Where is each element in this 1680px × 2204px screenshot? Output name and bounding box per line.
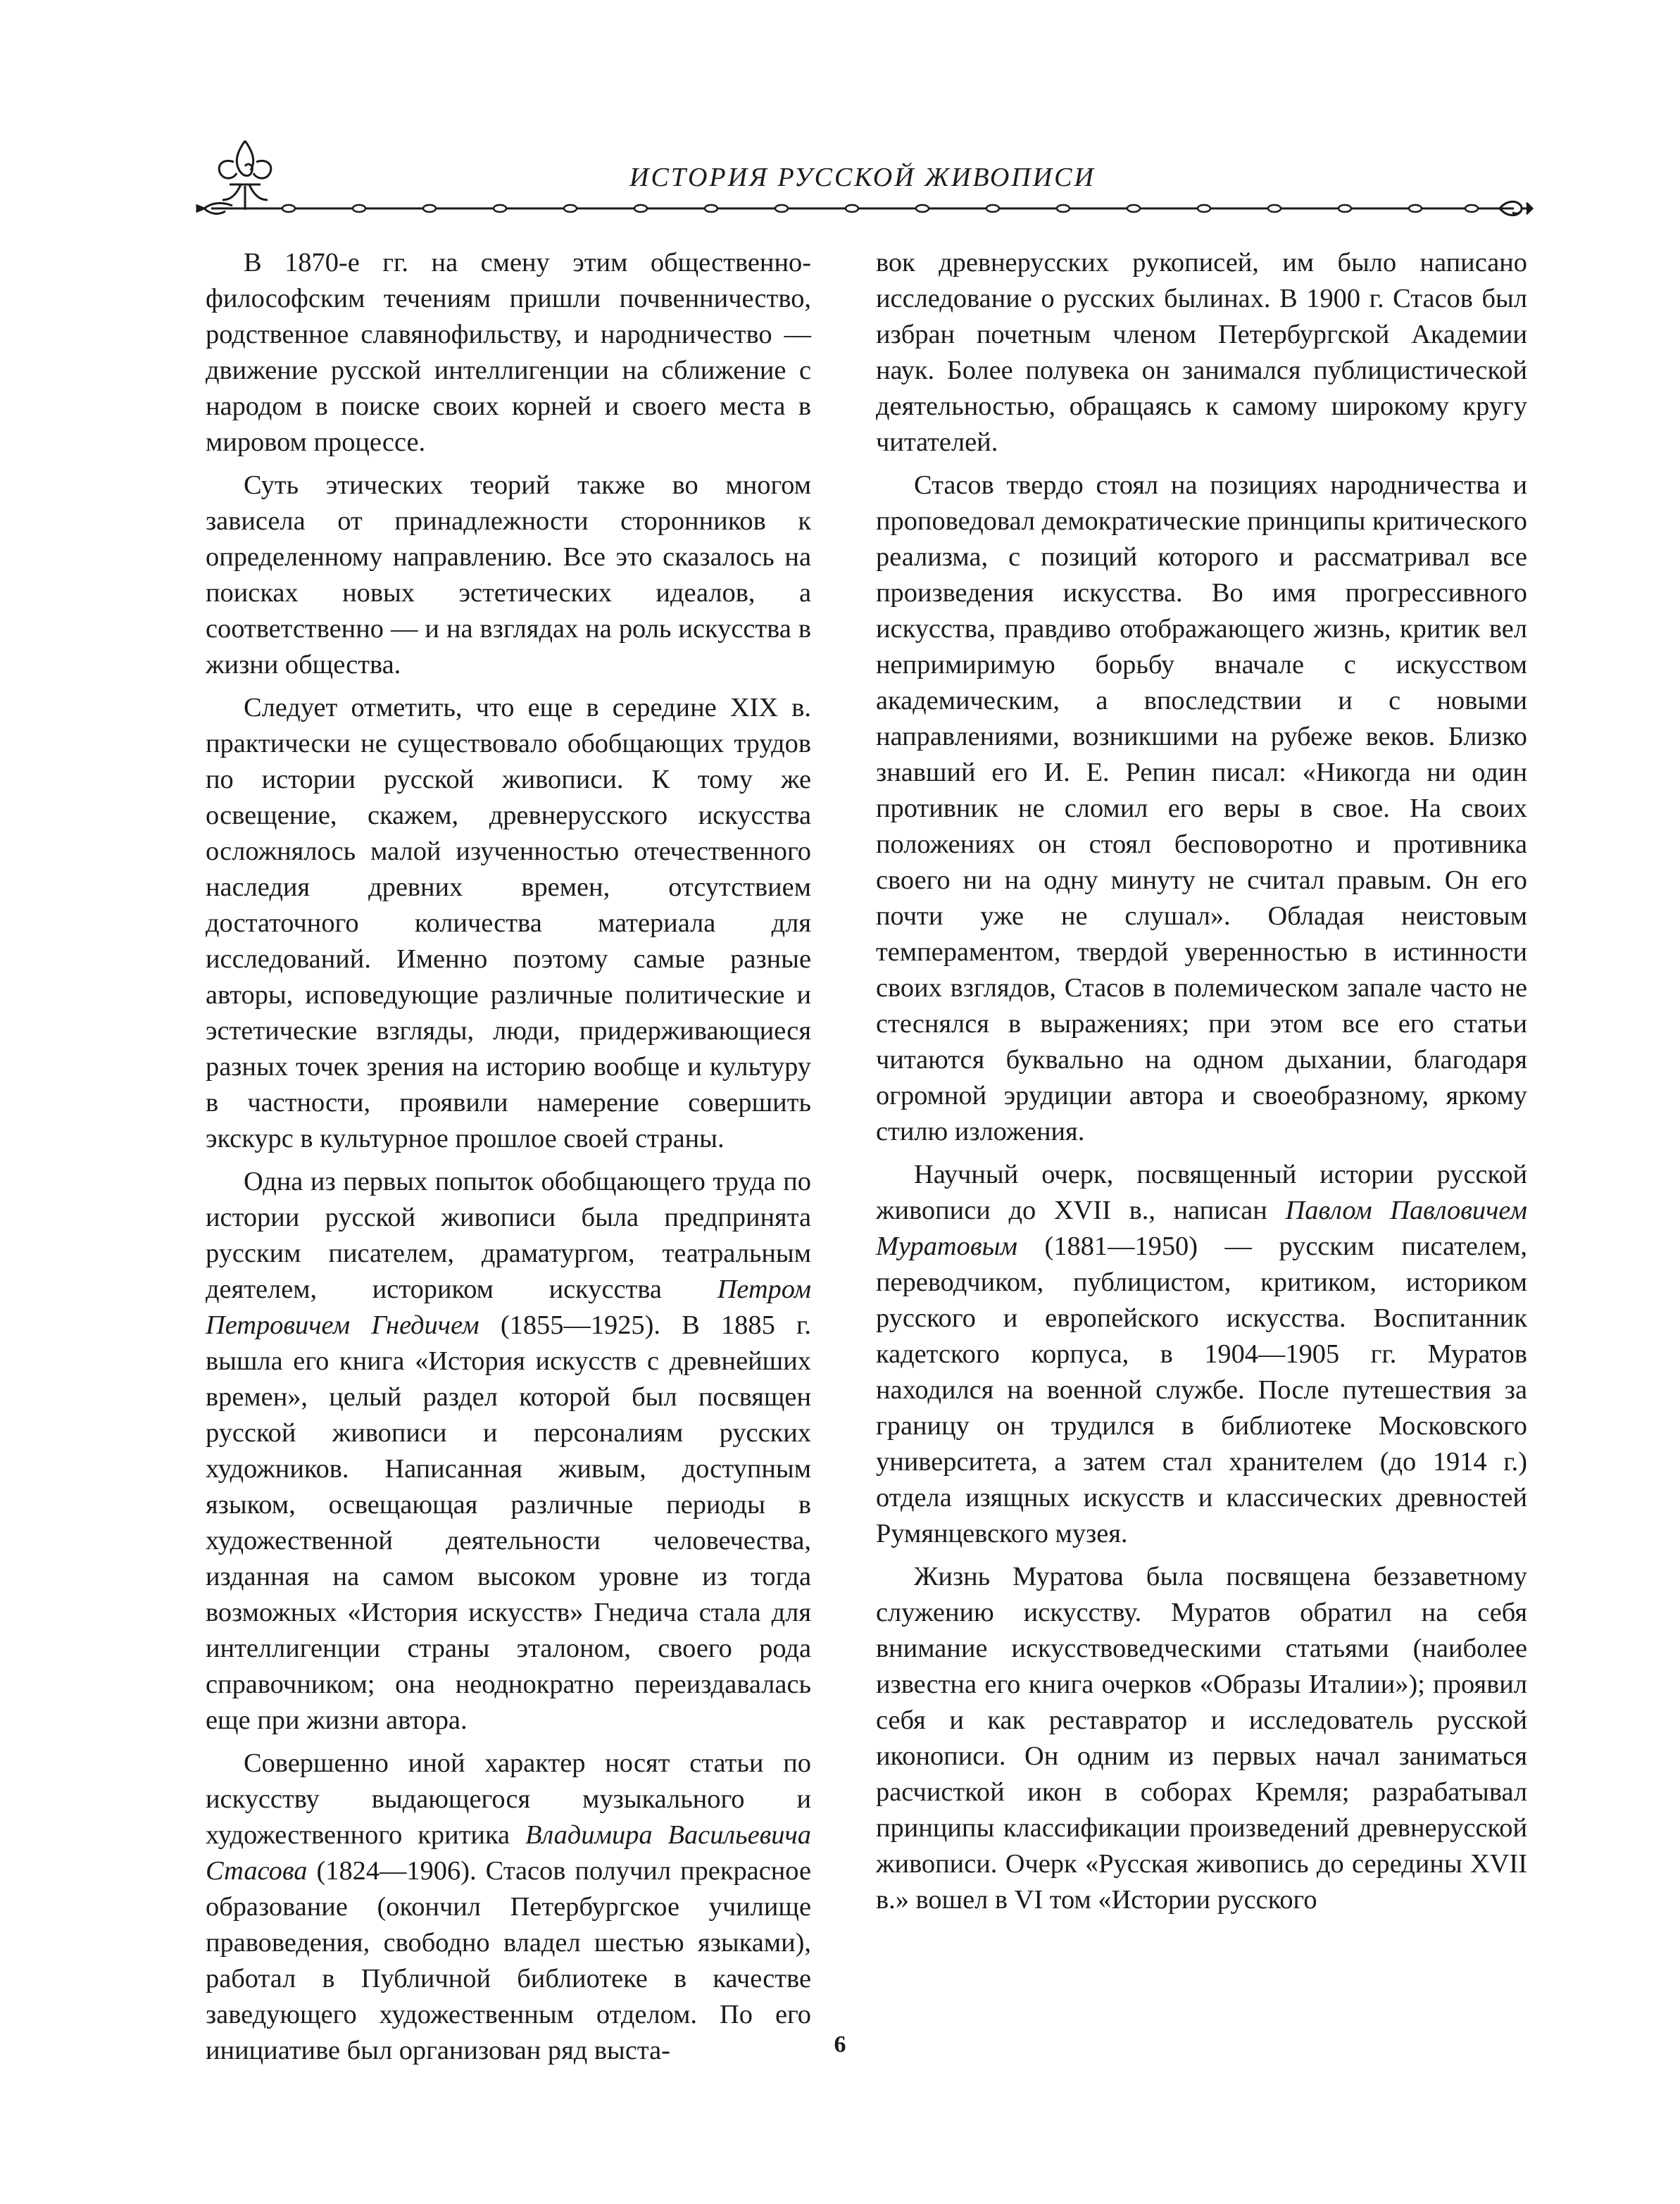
paragraph bbox=[876, 468, 1527, 1150]
text-run: Жизнь Муратова была посвящена беззаветному служению искусству. Муратов обратил на себя внимание искусствоведческими статьями (наиболее известна его книга очерков «Образы Италии»); проявил себя и как реставратор и исследователь русской иконописи. Он одним из первых начал заниматься расчисткой икон в соборах Кремля; разрабатывал принципы классификации произведений древнерусской живописи. Очерк «Русская живопись до середины XVII в.» вошел в VI том «Истории русского bbox=[876, 1562, 1527, 1915]
page-number: 6 bbox=[834, 2031, 846, 2058]
paragraph bbox=[206, 690, 811, 1157]
paragraph bbox=[876, 1157, 1527, 1552]
italic-name: Владимира Васильевича Стасова bbox=[206, 1820, 812, 1886]
text-run: Стасов твердо стоял на позициях народничества и проповедовал демократические принципы критического реализма, с позиций которого и рассматривал все произведения искусства. Во имя прогрессивного искусства, правдиво отображающего жизнь, критик вел непримиримую борьбу вначале с искусством академическим, а впоследствии и с новыми направлениями, возникшими на рубеже веков. Близко знавший его И. Е. Репин писал: «Никогда ни один противник не сломил его веры в свое. На своих положениях он стоял бесповоротно и противника своего ни на одну минуту не считал правым. Он его почти уже не слушал». Обладая неистовым темпераментом, твердой уверенностью в истинности своих взглядов, Стасов в полемическом запале часто не стеснялся в выражениях; при этом все его статьи читаются буквально на одном дыхании, благодаря огромной эрудиции автора и своеобразному, яркому стилю изложения. bbox=[876, 470, 1527, 1146]
text-run: (1881—1950) — русским писателем, переводчиком, публицистом, критиком, историком русского и европейского искусства. Воспитанник кадетского корпуса, в 1904—1905 гг. Муратов находился на военной службе. После путешествия за границу он трудился в библиотеке Московского университета, а затем стал хранителем (до 1914 г.) отдела изящных искусств и классических древностей Румянцевского музея. bbox=[876, 1232, 1527, 1548]
text-run: вок древнерусских рукописей, им было написано исследование о русских былинах. В 1900 г. Стасов был избран почетным членом Петербургской Академии наук. Более полувека он занимался публицистической деятельностью, обращаясь к самому широкому кругу читателей. bbox=[876, 248, 1527, 457]
left-column bbox=[206, 245, 811, 2069]
text-run: Совершенно иной характер носят статьи по искусству выдающегося музыкального и художественного критика bbox=[206, 1748, 811, 1850]
text-run: Суть этических теорий также во многом зависела от принадлежности сторонников к определенному направлению. Все это сказалось на поисках новых эстетических идеалов, а соответственно — и на взглядах на роль искусства в жизни общества. bbox=[206, 470, 811, 680]
paragraph bbox=[206, 1164, 811, 1739]
italic-name: Петром Петровичем Гнедичем bbox=[206, 1275, 811, 1340]
text-run: (1824—1906). Стасов получил прекрасное образование (окончил Петербургское училище правоведения, свободно владел шестью языками), работал в Публичной библиотеке в качестве заведующего художественным отделом. По его инициативе был организован ряд выста- bbox=[206, 1856, 811, 2065]
paragraph bbox=[876, 1559, 1527, 1918]
text-run: (1855—1925). В 1885 г. вышла его книга «История искусств с древнейших времен», целый раздел которой был посвящен русской живописи и персоналиям русских художников. Написанная живым, доступным языком, освещающая различные периоды в художественной деятельности человечества, изданная на самом высоком уровне из тогда возможных «История искусств» Гнедича стала для интеллигенции страны эталоном, своего рода справочником; она неоднократно переиздавалась еще при жизни автора. bbox=[206, 1310, 811, 1735]
paragraph bbox=[876, 245, 1527, 461]
running-header-title: ИСТОРИЯ РУССКОЙ ЖИВОПИСИ bbox=[629, 163, 1096, 192]
text-run: Следует отметить, что еще в середине XIX в. практически не существовало обобщающих трудов по истории русской живописи. К тому же освещение, скажем, древнерусского искусства осложнялось малой изученностью отечественного наследия древних времен, отсутствием достаточного количества материала для исследований. Именно поэтому самые разные авторы, исповедующие различные политические и эстетические взгляды, люди, придерживающиеся разных точек зрения на историю вообще и культуру в частности, проявили намерение совершить экскурс в культурное прошлое своей страны. bbox=[206, 693, 811, 1153]
paragraph bbox=[206, 1746, 811, 2069]
paragraph bbox=[206, 245, 811, 461]
paragraph bbox=[206, 468, 811, 683]
italic-name: Павлом Павловичем Муратовым bbox=[876, 1196, 1527, 1261]
text-run: В 1870-е гг. на смену этим общественно-философским течениям пришли почвенничество, родственное славянофильству, и народничество — движение русской интеллигенции на сближение с народом в поиске своих корней и своего места в мировом процессе. bbox=[206, 248, 811, 457]
right-column bbox=[876, 245, 1527, 1918]
running-header bbox=[190, 127, 1535, 232]
text-run: Научный очерк, посвященный истории русской живописи до XVII в., написан bbox=[876, 1160, 1527, 1225]
text-run: Одна из первых попыток обобщающего труда по истории русской живописи была предпринята русским писателем, драматургом, театральным деятелем, историком искусства bbox=[206, 1167, 811, 1304]
